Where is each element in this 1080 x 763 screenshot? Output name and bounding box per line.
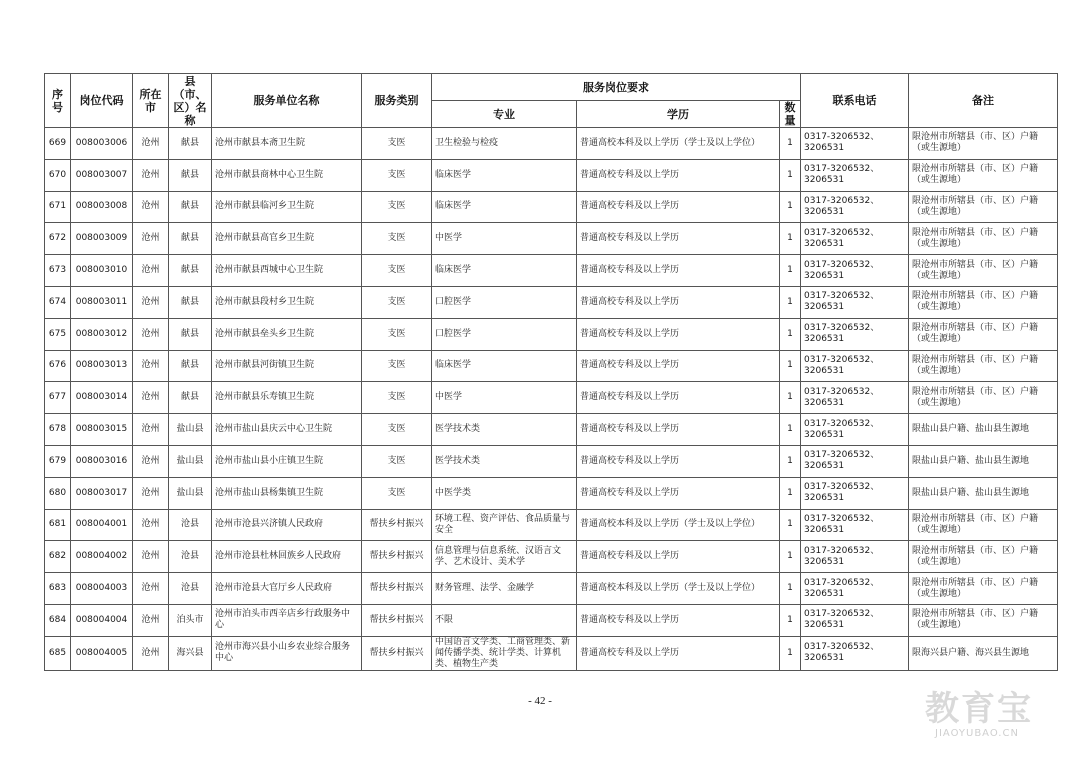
table-header: [45, 74, 1058, 128]
header-note: 备注: [909, 74, 1058, 128]
cell-seq: 682: [45, 541, 71, 573]
cell-unit: 沧州市献县乐寿镇卫生院: [212, 382, 362, 414]
cell-service-type: 支医: [362, 223, 432, 255]
header-education: 学历: [577, 101, 780, 128]
cell-code: 008003009: [71, 223, 133, 255]
cell-unit: 沧州市献县高官乡卫生院: [212, 223, 362, 255]
cell-city: 沧州: [133, 318, 169, 350]
cell-seq: 678: [45, 414, 71, 446]
cell-city: 沧州: [133, 477, 169, 509]
cell-code: 008003017: [71, 477, 133, 509]
cell-note: 限沧州市所辖县（市、区）户籍（或生源地）: [909, 573, 1058, 605]
cell-service-type: 帮扶乡村振兴: [362, 541, 432, 573]
cell-city: 沧州: [133, 445, 169, 477]
cell-phone: 0317-3206532、3206531: [801, 382, 909, 414]
cell-count: 1: [780, 159, 801, 191]
cell-unit: 沧州市海兴县小山乡农业综合服务中心: [212, 636, 362, 670]
cell-major: 不限: [432, 604, 577, 636]
cell-county: 泊头市: [169, 604, 212, 636]
cell-count: 1: [780, 509, 801, 541]
jobs-table: [44, 73, 1058, 671]
cell-county: 献县: [169, 191, 212, 223]
cell-service-type: 支医: [362, 350, 432, 382]
cell-seq: 675: [45, 318, 71, 350]
cell-code: 008003013: [71, 350, 133, 382]
cell-count: 1: [780, 382, 801, 414]
cell-note: 限沧州市所辖县（市、区）户籍（或生源地）: [909, 128, 1058, 160]
table-row: [45, 573, 1058, 605]
cell-code: 008003011: [71, 286, 133, 318]
cell-count: 1: [780, 541, 801, 573]
cell-service-type: 支医: [362, 286, 432, 318]
cell-unit: 沧州市泊头市西辛店乡行政服务中心: [212, 604, 362, 636]
table-row: [45, 286, 1058, 318]
table-body: [45, 128, 1058, 671]
cell-note: 限盐山县户籍、盐山县生源地: [909, 445, 1058, 477]
header-count: 数量: [780, 101, 801, 128]
header-requirements: 服务岗位要求: [432, 74, 801, 101]
cell-code: 008003008: [71, 191, 133, 223]
cell-note: 限沧州市所辖县（市、区）户籍（或生源地）: [909, 604, 1058, 636]
cell-service-type: 支医: [362, 191, 432, 223]
cell-count: 1: [780, 286, 801, 318]
cell-unit: 沧州市盐山县小庄镇卫生院: [212, 445, 362, 477]
table-row: [45, 382, 1058, 414]
cell-phone: 0317-3206532、3206531: [801, 636, 909, 670]
cell-note: 限沧州市所辖县（市、区）户籍（或生源地）: [909, 541, 1058, 573]
cell-count: 1: [780, 350, 801, 382]
cell-major: 中医学: [432, 382, 577, 414]
cell-education: 普通高校专科及以上学历: [577, 318, 780, 350]
cell-city: 沧州: [133, 223, 169, 255]
cell-note: 限沧州市所辖县（市、区）户籍（或生源地）: [909, 255, 1058, 287]
cell-service-type: 支医: [362, 159, 432, 191]
cell-education: 普通高校专科及以上学历: [577, 382, 780, 414]
cell-code: 008004003: [71, 573, 133, 605]
header-major: 专业: [432, 101, 577, 128]
cell-major: 临床医学: [432, 255, 577, 287]
cell-city: 沧州: [133, 541, 169, 573]
table-row: [45, 191, 1058, 223]
cell-seq: 672: [45, 223, 71, 255]
table-row: [45, 414, 1058, 446]
cell-code: 008004001: [71, 509, 133, 541]
cell-service-type: 支医: [362, 477, 432, 509]
cell-seq: 677: [45, 382, 71, 414]
cell-note: 限沧州市所辖县（市、区）户籍（或生源地）: [909, 318, 1058, 350]
cell-phone: 0317-3206532、3206531: [801, 318, 909, 350]
header-seq: 序号: [45, 74, 71, 128]
cell-major: 中国语言文学类、工商管理类、新闻传播学类、统计学类、计算机类、植物生产类: [432, 636, 577, 670]
cell-major: 临床医学: [432, 159, 577, 191]
cell-code: 008003016: [71, 445, 133, 477]
cell-code: 008003010: [71, 255, 133, 287]
cell-phone: 0317-3206532、3206531: [801, 159, 909, 191]
cell-city: 沧州: [133, 509, 169, 541]
cell-phone: 0317-3206532、3206531: [801, 191, 909, 223]
cell-county: 沧县: [169, 541, 212, 573]
cell-note: 限海兴县户籍、海兴县生源地: [909, 636, 1058, 670]
cell-service-type: 帮扶乡村振兴: [362, 636, 432, 670]
cell-county: 献县: [169, 350, 212, 382]
cell-code: 008004004: [71, 604, 133, 636]
cell-major: 医学技术类: [432, 414, 577, 446]
cell-unit: 沧州市沧县大官厅乡人民政府: [212, 573, 362, 605]
cell-seq: 681: [45, 509, 71, 541]
cell-phone: 0317-3206532、3206531: [801, 128, 909, 160]
cell-unit: 沧州市献县河街镇卫生院: [212, 350, 362, 382]
cell-education: 普通高校专科及以上学历: [577, 159, 780, 191]
table-row: [45, 541, 1058, 573]
table-row: [45, 509, 1058, 541]
cell-service-type: 帮扶乡村振兴: [362, 573, 432, 605]
cell-seq: 669: [45, 128, 71, 160]
page-number: - 42 -: [528, 695, 552, 707]
header-city: 所在市: [133, 74, 169, 128]
cell-education: 普通高校专科及以上学历: [577, 477, 780, 509]
cell-phone: 0317-3206532、3206531: [801, 350, 909, 382]
cell-education: 普通高校本科及以上学历（学士及以上学位）: [577, 128, 780, 160]
cell-major: 口腔医学: [432, 286, 577, 318]
cell-note: 限沧州市所辖县（市、区）户籍（或生源地）: [909, 159, 1058, 191]
cell-county: 盐山县: [169, 414, 212, 446]
cell-unit: 沧州市献县本斋卫生院: [212, 128, 362, 160]
table-row: [45, 445, 1058, 477]
cell-note: 限沧州市所辖县（市、区）户籍（或生源地）: [909, 191, 1058, 223]
cell-code: 008003006: [71, 128, 133, 160]
watermark-url: JIAOYUBAO.CN: [935, 728, 1019, 739]
cell-education: 普通高校专科及以上学历: [577, 636, 780, 670]
cell-education: 普通高校专科及以上学历: [577, 255, 780, 287]
cell-phone: 0317-3206532、3206531: [801, 255, 909, 287]
cell-code: 008004002: [71, 541, 133, 573]
cell-major: 临床医学: [432, 350, 577, 382]
cell-unit: 沧州市献县临河乡卫生院: [212, 191, 362, 223]
cell-major: 医学技术类: [432, 445, 577, 477]
cell-county: 盐山县: [169, 477, 212, 509]
cell-unit: 沧州市沧县杜林回族乡人民政府: [212, 541, 362, 573]
cell-note: 限沧州市所辖县（市、区）户籍（或生源地）: [909, 382, 1058, 414]
cell-major: 环境工程、资产评估、食品质量与安全: [432, 509, 577, 541]
cell-city: 沧州: [133, 604, 169, 636]
cell-major: 信息管理与信息系统、汉语言文学、艺术设计、美术学: [432, 541, 577, 573]
cell-major: 临床医学: [432, 191, 577, 223]
table-row: [45, 223, 1058, 255]
header-unit: 服务单位名称: [212, 74, 362, 128]
cell-education: 普通高校专科及以上学历: [577, 223, 780, 255]
cell-county: 献县: [169, 382, 212, 414]
cell-major: 中医学: [432, 223, 577, 255]
cell-service-type: 支医: [362, 445, 432, 477]
cell-county: 献县: [169, 159, 212, 191]
cell-county: 海兴县: [169, 636, 212, 670]
header-phone: 联系电话: [801, 74, 909, 128]
cell-note: 限沧州市所辖县（市、区）户籍（或生源地）: [909, 509, 1058, 541]
cell-note: 限盐山县户籍、盐山县生源地: [909, 414, 1058, 446]
cell-city: 沧州: [133, 286, 169, 318]
cell-county: 盐山县: [169, 445, 212, 477]
cell-seq: 676: [45, 350, 71, 382]
cell-unit: 沧州市盐山县杨集镇卫生院: [212, 477, 362, 509]
table-row: [45, 477, 1058, 509]
cell-phone: 0317-3206532、3206531: [801, 286, 909, 318]
cell-city: 沧州: [133, 414, 169, 446]
cell-city: 沧州: [133, 128, 169, 160]
cell-city: 沧州: [133, 382, 169, 414]
cell-count: 1: [780, 255, 801, 287]
cell-unit: 沧州市献县西城中心卫生院: [212, 255, 362, 287]
cell-phone: 0317-3206532、3206531: [801, 604, 909, 636]
cell-service-type: 支医: [362, 382, 432, 414]
table-row: [45, 350, 1058, 382]
cell-count: 1: [780, 128, 801, 160]
cell-seq: 683: [45, 573, 71, 605]
cell-education: 普通高校专科及以上学历: [577, 191, 780, 223]
cell-education: 普通高校专科及以上学历: [577, 350, 780, 382]
cell-unit: 沧州市献县段村乡卫生院: [212, 286, 362, 318]
cell-note: 限沧州市所辖县（市、区）户籍（或生源地）: [909, 350, 1058, 382]
header-county: 县（市、区）名称: [169, 74, 212, 128]
cell-city: 沧州: [133, 573, 169, 605]
cell-count: 1: [780, 636, 801, 670]
cell-count: 1: [780, 414, 801, 446]
cell-note: 限沧州市所辖县（市、区）户籍（或生源地）: [909, 223, 1058, 255]
cell-seq: 679: [45, 445, 71, 477]
cell-service-type: 支医: [362, 255, 432, 287]
cell-unit: 沧州市盐山县庆云中心卫生院: [212, 414, 362, 446]
cell-seq: 673: [45, 255, 71, 287]
cell-city: 沧州: [133, 350, 169, 382]
cell-education: 普通高校专科及以上学历: [577, 445, 780, 477]
cell-phone: 0317-3206532、3206531: [801, 541, 909, 573]
cell-seq: 674: [45, 286, 71, 318]
cell-phone: 0317-3206532、3206531: [801, 573, 909, 605]
cell-unit: 沧州市沧县兴济镇人民政府: [212, 509, 362, 541]
cell-city: 沧州: [133, 191, 169, 223]
cell-code: 008003007: [71, 159, 133, 191]
table-row: [45, 255, 1058, 287]
cell-count: 1: [780, 223, 801, 255]
watermark: [925, 690, 1065, 750]
table-row: [45, 318, 1058, 350]
header-code: 岗位代码: [71, 74, 133, 128]
cell-seq: 671: [45, 191, 71, 223]
cell-education: 普通高校专科及以上学历: [577, 414, 780, 446]
cell-phone: 0317-3206532、3206531: [801, 445, 909, 477]
cell-county: 沧县: [169, 573, 212, 605]
cell-service-type: 支医: [362, 414, 432, 446]
header-service-type: 服务类别: [362, 74, 432, 128]
cell-service-type: 支医: [362, 128, 432, 160]
table-row: [45, 128, 1058, 160]
cell-count: 1: [780, 318, 801, 350]
cell-major: 卫生检验与检疫: [432, 128, 577, 160]
cell-education: 普通高校专科及以上学历: [577, 604, 780, 636]
cell-code: 008003015: [71, 414, 133, 446]
watermark-logo: 教育宝: [925, 689, 1033, 729]
table-row: [45, 604, 1058, 636]
cell-phone: 0317-3206532、3206531: [801, 477, 909, 509]
cell-city: 沧州: [133, 636, 169, 670]
cell-city: 沧州: [133, 255, 169, 287]
cell-county: 沧县: [169, 509, 212, 541]
cell-seq: 684: [45, 604, 71, 636]
cell-count: 1: [780, 604, 801, 636]
table-row: [45, 159, 1058, 191]
cell-note: 限盐山县户籍、盐山县生源地: [909, 477, 1058, 509]
cell-county: 献县: [169, 128, 212, 160]
cell-major: 财务管理、法学、金融学: [432, 573, 577, 605]
cell-service-type: 帮扶乡村振兴: [362, 604, 432, 636]
cell-education: 普通高校专科及以上学历: [577, 541, 780, 573]
cell-code: 008003014: [71, 382, 133, 414]
cell-phone: 0317-3206532、3206531: [801, 414, 909, 446]
cell-education: 普通高校本科及以上学历（学士及以上学位）: [577, 509, 780, 541]
cell-seq: 680: [45, 477, 71, 509]
cell-major: 中医学类: [432, 477, 577, 509]
cell-phone: 0317-3206532、3206531: [801, 223, 909, 255]
cell-seq: 670: [45, 159, 71, 191]
cell-count: 1: [780, 573, 801, 605]
cell-county: 献县: [169, 255, 212, 287]
cell-seq: 685: [45, 636, 71, 670]
cell-city: 沧州: [133, 159, 169, 191]
cell-note: 限沧州市所辖县（市、区）户籍（或生源地）: [909, 286, 1058, 318]
cell-county: 献县: [169, 223, 212, 255]
cell-phone: 0317-3206532、3206531: [801, 509, 909, 541]
cell-county: 献县: [169, 286, 212, 318]
cell-count: 1: [780, 191, 801, 223]
cell-code: 008004005: [71, 636, 133, 670]
cell-service-type: 帮扶乡村振兴: [362, 509, 432, 541]
cell-major: 口腔医学: [432, 318, 577, 350]
cell-county: 献县: [169, 318, 212, 350]
cell-unit: 沧州市献县垒头乡卫生院: [212, 318, 362, 350]
cell-education: 普通高校本科及以上学历（学士及以上学位）: [577, 573, 780, 605]
cell-service-type: 支医: [362, 318, 432, 350]
cell-count: 1: [780, 445, 801, 477]
table-row: [45, 636, 1058, 670]
cell-unit: 沧州市献县商林中心卫生院: [212, 159, 362, 191]
cell-count: 1: [780, 477, 801, 509]
cell-education: 普通高校专科及以上学历: [577, 286, 780, 318]
cell-code: 008003012: [71, 318, 133, 350]
